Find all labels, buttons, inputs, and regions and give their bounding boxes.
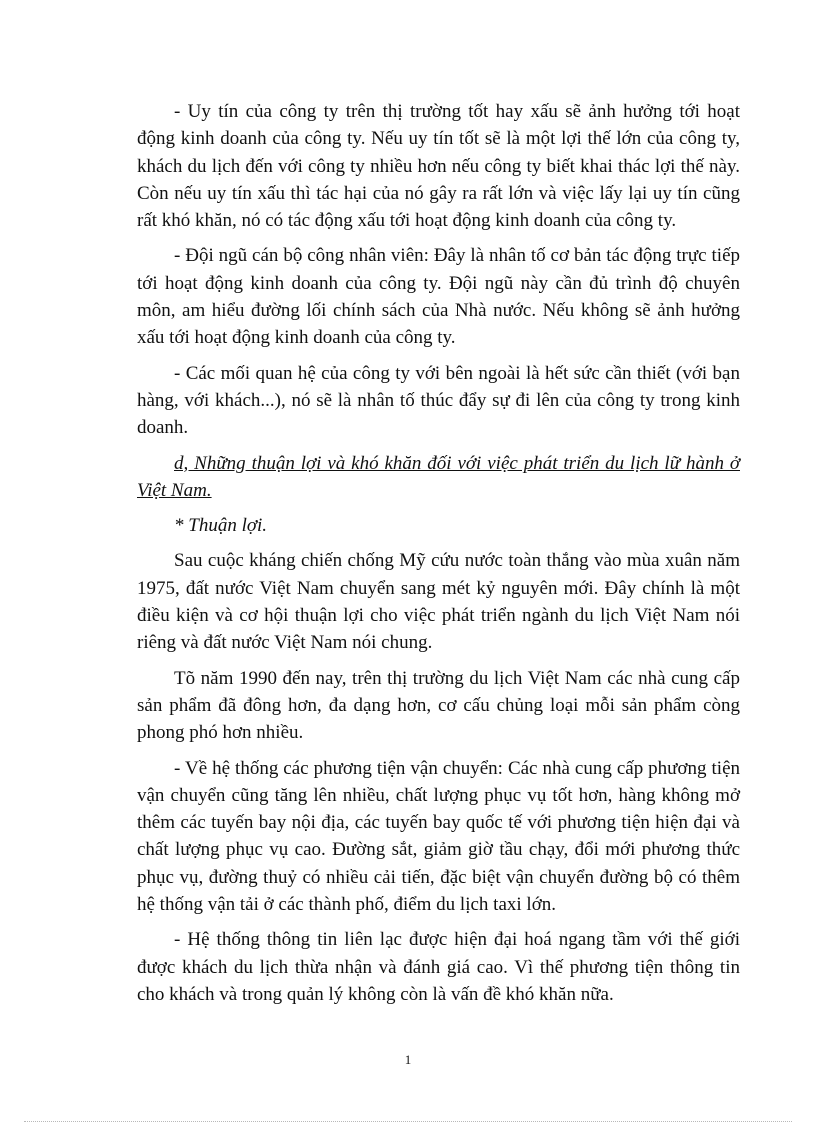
paragraph-market: Tõ năm 1990 đến nay, trên thị trường du lịch Việt Nam các nhà cung cấp sản phẩm đã đông hơn, đa dạng hơn, cơ cấu chủng loại mỗi sản phẩm còng phong phó hơn nhiều. [137,667,740,744]
paragraph-communication: - Hệ thống thông tin liên lạc được hiện đại hoá ngang tầm với thế giới được khách du lịch thừa nhận và đánh giá cao. Vì thế phương tiện thông tin cho khách và trong quản lý không còn là vấn đề khó khăn nữa. [137,929,740,1005]
page-body [137,98,740,1016]
subheading-advantages: * Thuận lợi. [174,515,268,537]
paragraph-transport: - Về hệ thống các phương tiện vận chuyển: Các nhà cung cấp phương tiện vận chuyển cũng tăng lên nhiều, chất lượng phục vụ tốt hơn, hàng không mở thêm các tuyến bay nội địa, các tuyến bay quốc tế với phương tiện hiện đại và chất lượng phục vụ cao. Đường sắt, giảm giờ tầu chạy, đổi mới phương thức phục vụ, đường thuỷ có nhiều cải tiến, đặc biệt vận chuyển đường bộ có thêm hệ thống vận tải ở các thành phố, điểm du lịch taxi lớn. [137,757,740,916]
paragraph-relations: - Các mối quan hệ của công ty với bên ngoài là hết sức cần thiết (với bạn hàng, với khách...), nó sẽ là nhân tố thúc đẩy sự đi lên của công ty trong kinh doanh. [137,362,740,439]
paragraph-reputation: - Uy tín của công ty trên thị trường tốt hay xấu sẽ ảnh hưởng tới hoạt động kinh doanh của công ty. Nếu uy tín tốt sẽ là một lợi thế lớn của công ty, khách du lịch đến với công ty nhiều hơn nếu công ty biết khai thác lợi thế này. Còn nếu uy tín xấu thì tác hại của nó gây ra rất lớn và việc lấy lại uy tín cũng rất khó khăn, nó có tác động xấu tới hoạt động kinh doanh của công ty. [137,101,740,232]
section-heading: d, Những thuận lợi và khó khăn đối với việc phát triển du lịch lữ hành ở Việt Nam. [137,452,740,501]
paragraph-history: Sau cuộc kháng chiến chống Mỹ cứu nước toàn thắng vào mùa xuân năm 1975, đất nước Việt Nam chuyển sang mét kỷ nguyên mới. Đây chính là một điều kiện và cơ hội thuận lợi cho việc phát triển ngành du lịch Việt Nam nói riêng và đất nước Việt Nam nói chung. [137,550,740,654]
page-bottom-divider [24,1121,792,1122]
page-number: 1 [404,1052,412,1067]
paragraph-staff: - Đội ngũ cán bộ công nhân viên: Đây là nhân tố cơ bản tác động trực tiếp tới hoạt động kinh doanh của công ty. Đội ngũ này cần đủ trình độ chuyên môn, am hiểu đường lối chính sách của Nhà nước. Nếu không sẽ ảnh hưởng xấu tới hoạt động kinh doanh của công ty. [137,245,740,349]
